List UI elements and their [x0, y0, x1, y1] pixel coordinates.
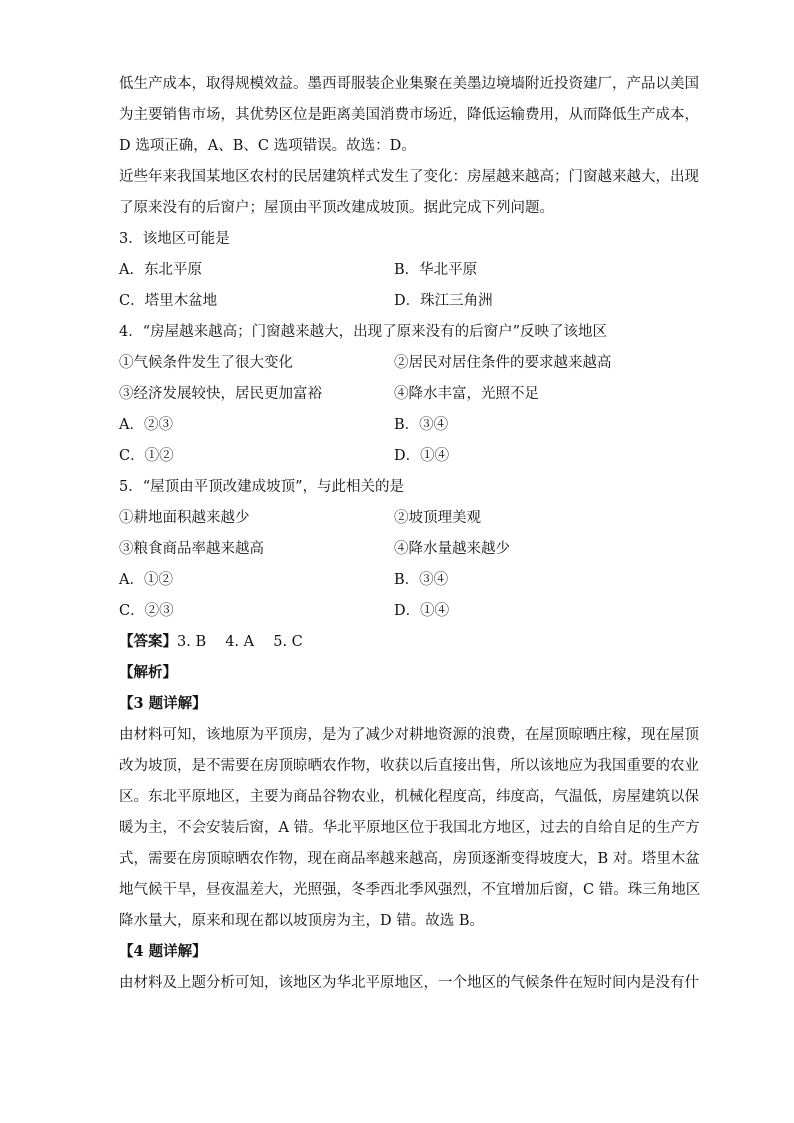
q3-detail-line: 式，需要在房顶晾晒农作物，现在商品率越来越高，房顶逐渐变得坡度大，B 对。塔里木盆: [119, 851, 700, 867]
q3-detail-line: 区。东北平原地区，主要为商品谷物农业，机械化程度高，纬度高，气温低，房屋建筑以保: [119, 789, 699, 805]
question-3-stem: 3．该地区可能是: [119, 231, 230, 247]
q5-item-1: ①耕地面积越来越少: [119, 510, 250, 526]
analysis-label: 【解析】: [119, 664, 177, 681]
q3-detail-line: 暖为主，不会安装后窗，A 错。华北平原地区位于我国北方地区，过去的自给自足的生产方: [119, 820, 700, 836]
answer-label: 【答案】: [119, 633, 177, 650]
q3-detail-line: 由材料可知，该地原为平顶房，是为了减少对耕地资源的浪费，在屋顶晾晒庄稼，现在屋顶: [119, 727, 699, 743]
material-line: 近些年来我国某地区农村的民居建筑样式发生了变化：房屋越来越高；门窗越来越大，出现: [119, 169, 699, 185]
q5-option-b: B．③④: [394, 572, 449, 588]
q4-option-b: B．③④: [394, 417, 449, 433]
q4-option-c: C．①②: [119, 448, 174, 464]
passage-line: D 选项正确，A、B、C 选项错误。故选：D。: [119, 138, 416, 154]
q4-detail-line: 由材料及上题分析可知，该地区为华北平原地区，一个地区的气候条件在短时间内是没有什: [119, 975, 699, 991]
material-line: 了原来没有的后窗户；屋顶由平顶改建成坡顶。据此完成下列问题。: [119, 200, 554, 216]
q5-item-3: ③粮食商品率越来越高: [119, 541, 264, 557]
answer-text: 3. B 4. A 5. C: [177, 634, 303, 650]
passage-line: 低生产成本，取得规模效益。墨西哥服装企业集聚在美墨边境墙附近投资建厂，产品以美国: [119, 76, 699, 92]
question-4-stem: 4．“房屋越来越高；门窗越来越大，出现了原来没有的后窗户”反映了该地区: [119, 324, 608, 340]
q3-detail-line: 改为坡顶，是不需要在房顶晾晒农作物，收获以后直接出售，所以该地应为我国重要的农业: [119, 758, 699, 774]
q3-detail-line: 降水量大，原来和现在都以坡顶房为主，D 错。故选 B。: [119, 913, 484, 929]
q3-option-d: D．珠江三角洲: [394, 293, 493, 309]
q3-option-a: A．东北平原: [119, 262, 202, 278]
q5-option-d: D．①④: [394, 603, 450, 619]
q5-option-c: C．②③: [119, 603, 174, 619]
q4-item-1: ①气候条件发生了很大变化: [119, 355, 293, 371]
q5-item-2: ②坡顶理美观: [394, 510, 481, 526]
q5-option-a: A．①②: [119, 572, 173, 588]
q3-detail-label: 【3 题详解】: [119, 695, 207, 712]
question-5-stem: 5．“屋顶由平顶改建成坡顶”，与此相关的是: [119, 479, 405, 495]
q4-detail-label: 【4 题详解】: [119, 943, 207, 960]
q4-option-a: A．②③: [119, 417, 173, 433]
q3-option-c: C．塔里木盆地: [119, 293, 218, 309]
answer-line: [119, 632, 303, 652]
q4-item-4: ④降水丰富，光照不足: [394, 386, 539, 402]
q4-item-2: ②居民对居住条件的要求越来越高: [394, 355, 612, 371]
q3-detail-line: 地气候干旱，昼夜温差大，光照强，冬季西北季风强烈，不宜增加后窗，C 错。珠三角地区: [119, 882, 701, 898]
q4-item-3: ③经济发展较快，居民更加富裕: [119, 386, 322, 402]
q5-item-4: ④降水量越来越少: [394, 541, 510, 557]
q3-option-b: B．华北平原: [394, 262, 478, 278]
q4-option-d: D．①④: [394, 448, 450, 464]
passage-line: 为主要销售市场，其优势区位是距离美国消费市场近，降低运输费用，从而降低生产成本，: [119, 107, 699, 123]
